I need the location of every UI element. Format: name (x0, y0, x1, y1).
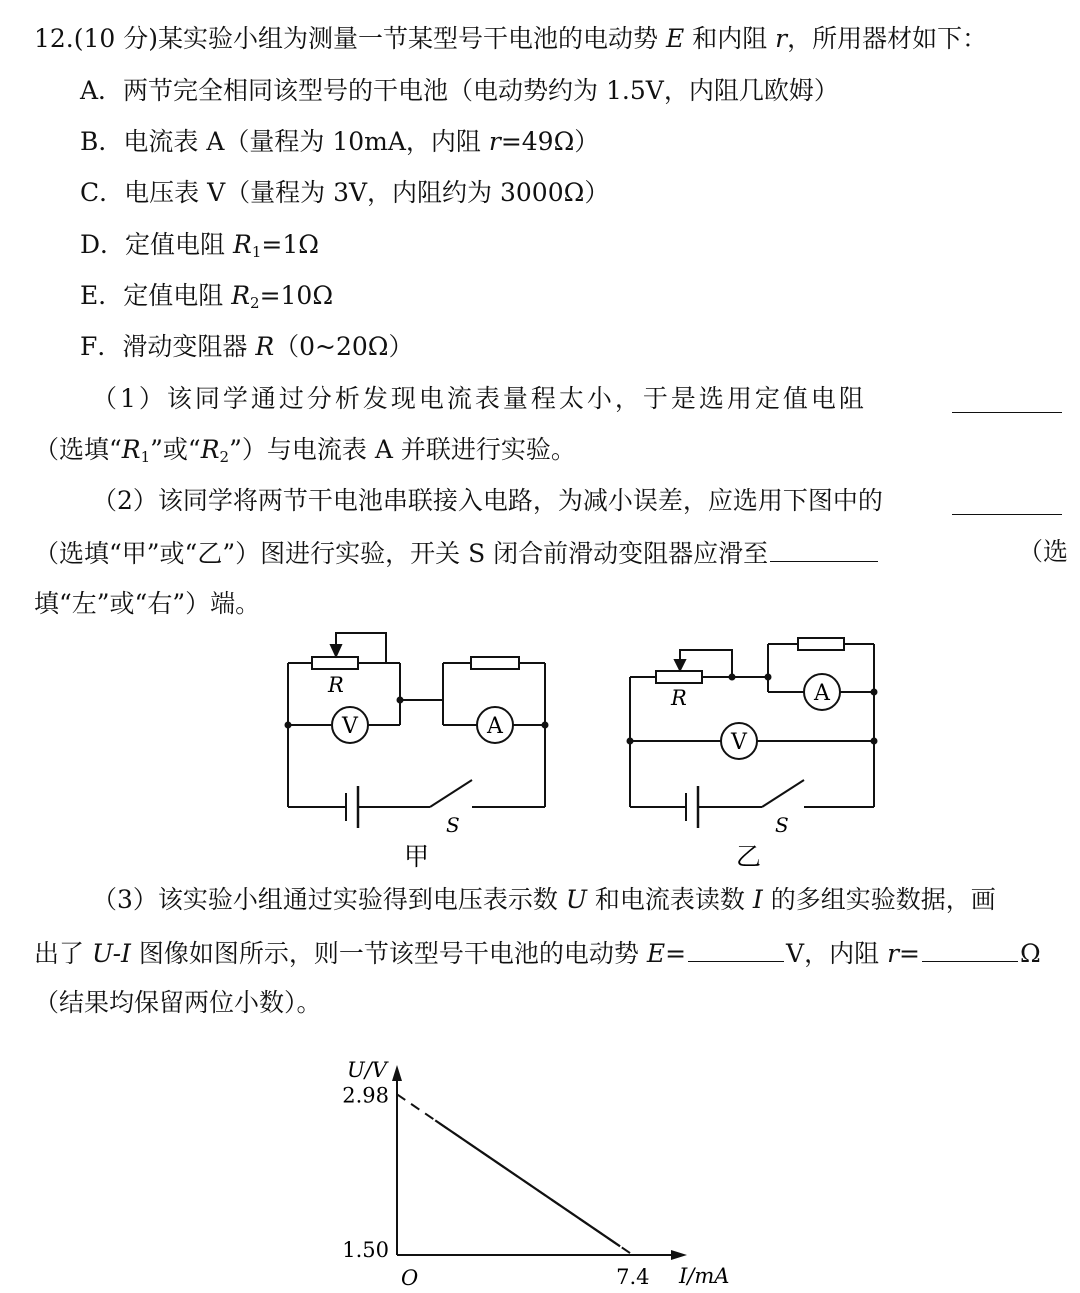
jia-caption: 甲 (404, 842, 430, 871)
option-e-symbol: R (231, 281, 251, 310)
part1-sub-1: 1 (140, 448, 151, 466)
part3-unit-ohm: Ω (1019, 939, 1041, 968)
part1-symbol-r2: R (200, 435, 220, 464)
option-b-text: B．电流表 A（量程为 10mA，内阻 (80, 127, 481, 156)
stem-text: 某实验小组为测量一节某型号干电池的电动势 (158, 24, 659, 53)
yi-label-r: R (671, 686, 687, 710)
jia-shunt-resistor (471, 657, 519, 669)
part3-eq-1: = (665, 939, 687, 968)
yi-rheostat-body (656, 671, 702, 683)
circuit-jia (288, 633, 545, 828)
part3-text-6: V，内阻 (786, 939, 880, 968)
part3-eq-2: = (899, 939, 920, 968)
jia-ammeter-label: A (487, 714, 503, 739)
stem-text-3: ，所用器材如下： (787, 24, 988, 53)
jia-rheostat-body (312, 657, 358, 669)
jia-switch (430, 780, 472, 807)
option-f-value: （0~20Ω） (274, 332, 414, 361)
part3-line-c: （结果均保留两位小数）。 (34, 988, 322, 1017)
part3-line-a (92, 883, 996, 917)
part2-line-b-tail: （选 (1018, 537, 1069, 566)
option-b-symbol: r (488, 127, 501, 156)
part3-symbol-r: r (887, 939, 900, 968)
part3-text-4: 出了 (34, 939, 85, 968)
symbol-E: E (666, 24, 685, 53)
option-b-value: =49Ω） (500, 127, 600, 156)
question-score: (10 分) (73, 24, 159, 53)
option-f-symbol: R (255, 332, 275, 361)
y-axis-label: U/V (347, 1058, 387, 1082)
series-measured-line (435, 1120, 620, 1246)
part2-line-c: 填“左”或“右”）端。 (34, 589, 261, 618)
y-tick-label-origin: 1.50 (342, 1238, 389, 1262)
part1-text-2: ”或“ (150, 435, 201, 464)
part1-text-1: （选填“ (34, 435, 122, 464)
jia-label-r: R (328, 673, 344, 697)
jia-voltmeter-label: V (342, 714, 358, 739)
y-axis-arrow (392, 1065, 402, 1081)
part3-symbol-e: E (646, 939, 666, 968)
answer-blank-resistance[interactable] (922, 935, 1018, 962)
yi-switch-label: S (775, 813, 789, 837)
option-f-text: F．滑动变阻器 (80, 332, 248, 361)
yi-shunt-resistor (798, 638, 844, 650)
option-e-text: E．定值电阻 (80, 281, 224, 310)
option-d-symbol: R (233, 230, 252, 259)
yi-caption: 乙 (736, 842, 762, 871)
part1-symbol-r1: R (121, 435, 141, 464)
part1-sub-2: 2 (219, 448, 230, 466)
x-axis-label: I/mA (679, 1264, 730, 1288)
part3-text-1: （3）该实验小组通过实验得到电压表示数 (92, 885, 558, 914)
part3-text-2: 和电流表读数 (594, 885, 745, 914)
part3-symbol-i: I (752, 885, 763, 914)
answer-blank-emf[interactable] (688, 935, 784, 962)
circuit-yi (630, 638, 874, 828)
option-e-sub: 2 (250, 294, 260, 312)
option-d-text: D．定值电阻 (80, 230, 226, 259)
part2-text: （选填“甲”或“乙”）图进行实验，开关 S 闭合前滑动变阻器应滑至 (34, 539, 769, 568)
question-number: 12. (34, 24, 74, 53)
ui-chart (342, 1058, 729, 1290)
option-d-sub: 1 (251, 243, 262, 261)
part2-line-a: （2）该同学将两节干电池串联接入电路，为减小误差，应选用下图中的 (92, 486, 883, 515)
option-e-value: =10Ω (259, 281, 334, 310)
jia-switch-label: S (446, 813, 460, 837)
part3-line-b (34, 935, 1041, 971)
x-axis-arrow (671, 1250, 687, 1260)
part1-text-3: ”）与电流表 A 并联进行实验。 (229, 435, 576, 464)
y-tick-label-top: 2.98 (342, 1083, 389, 1108)
part1-line-a: （1）该同学通过分析发现电流表量程太小，于是选用定值电阻 (92, 384, 867, 413)
part3-symbol-ui: U-I (91, 939, 131, 968)
origin-label: O (401, 1266, 419, 1290)
stem-text-2: 和内阻 (692, 24, 768, 53)
yi-switch (762, 780, 804, 807)
yi-voltmeter-label: V (731, 730, 747, 755)
x-tick-label: 7.4 (616, 1265, 650, 1289)
part3-text-3: 的多组实验数据，画 (770, 885, 996, 914)
symbol-r: r (775, 24, 788, 53)
part3-text-5: 图像如图所示，则一节该型号干电池的电动势 (138, 939, 639, 968)
option-a: A．两节完全相同该型号的干电池（电动势约为 1.5V，内阻几欧姆） (80, 76, 839, 105)
option-c: C．电压表 V（量程为 3V，内阻约为 3000Ω） (80, 178, 610, 207)
yi-ammeter-label: A (814, 681, 830, 706)
part3-symbol-u: U (565, 885, 587, 914)
option-d-value: =1Ω (261, 230, 319, 259)
